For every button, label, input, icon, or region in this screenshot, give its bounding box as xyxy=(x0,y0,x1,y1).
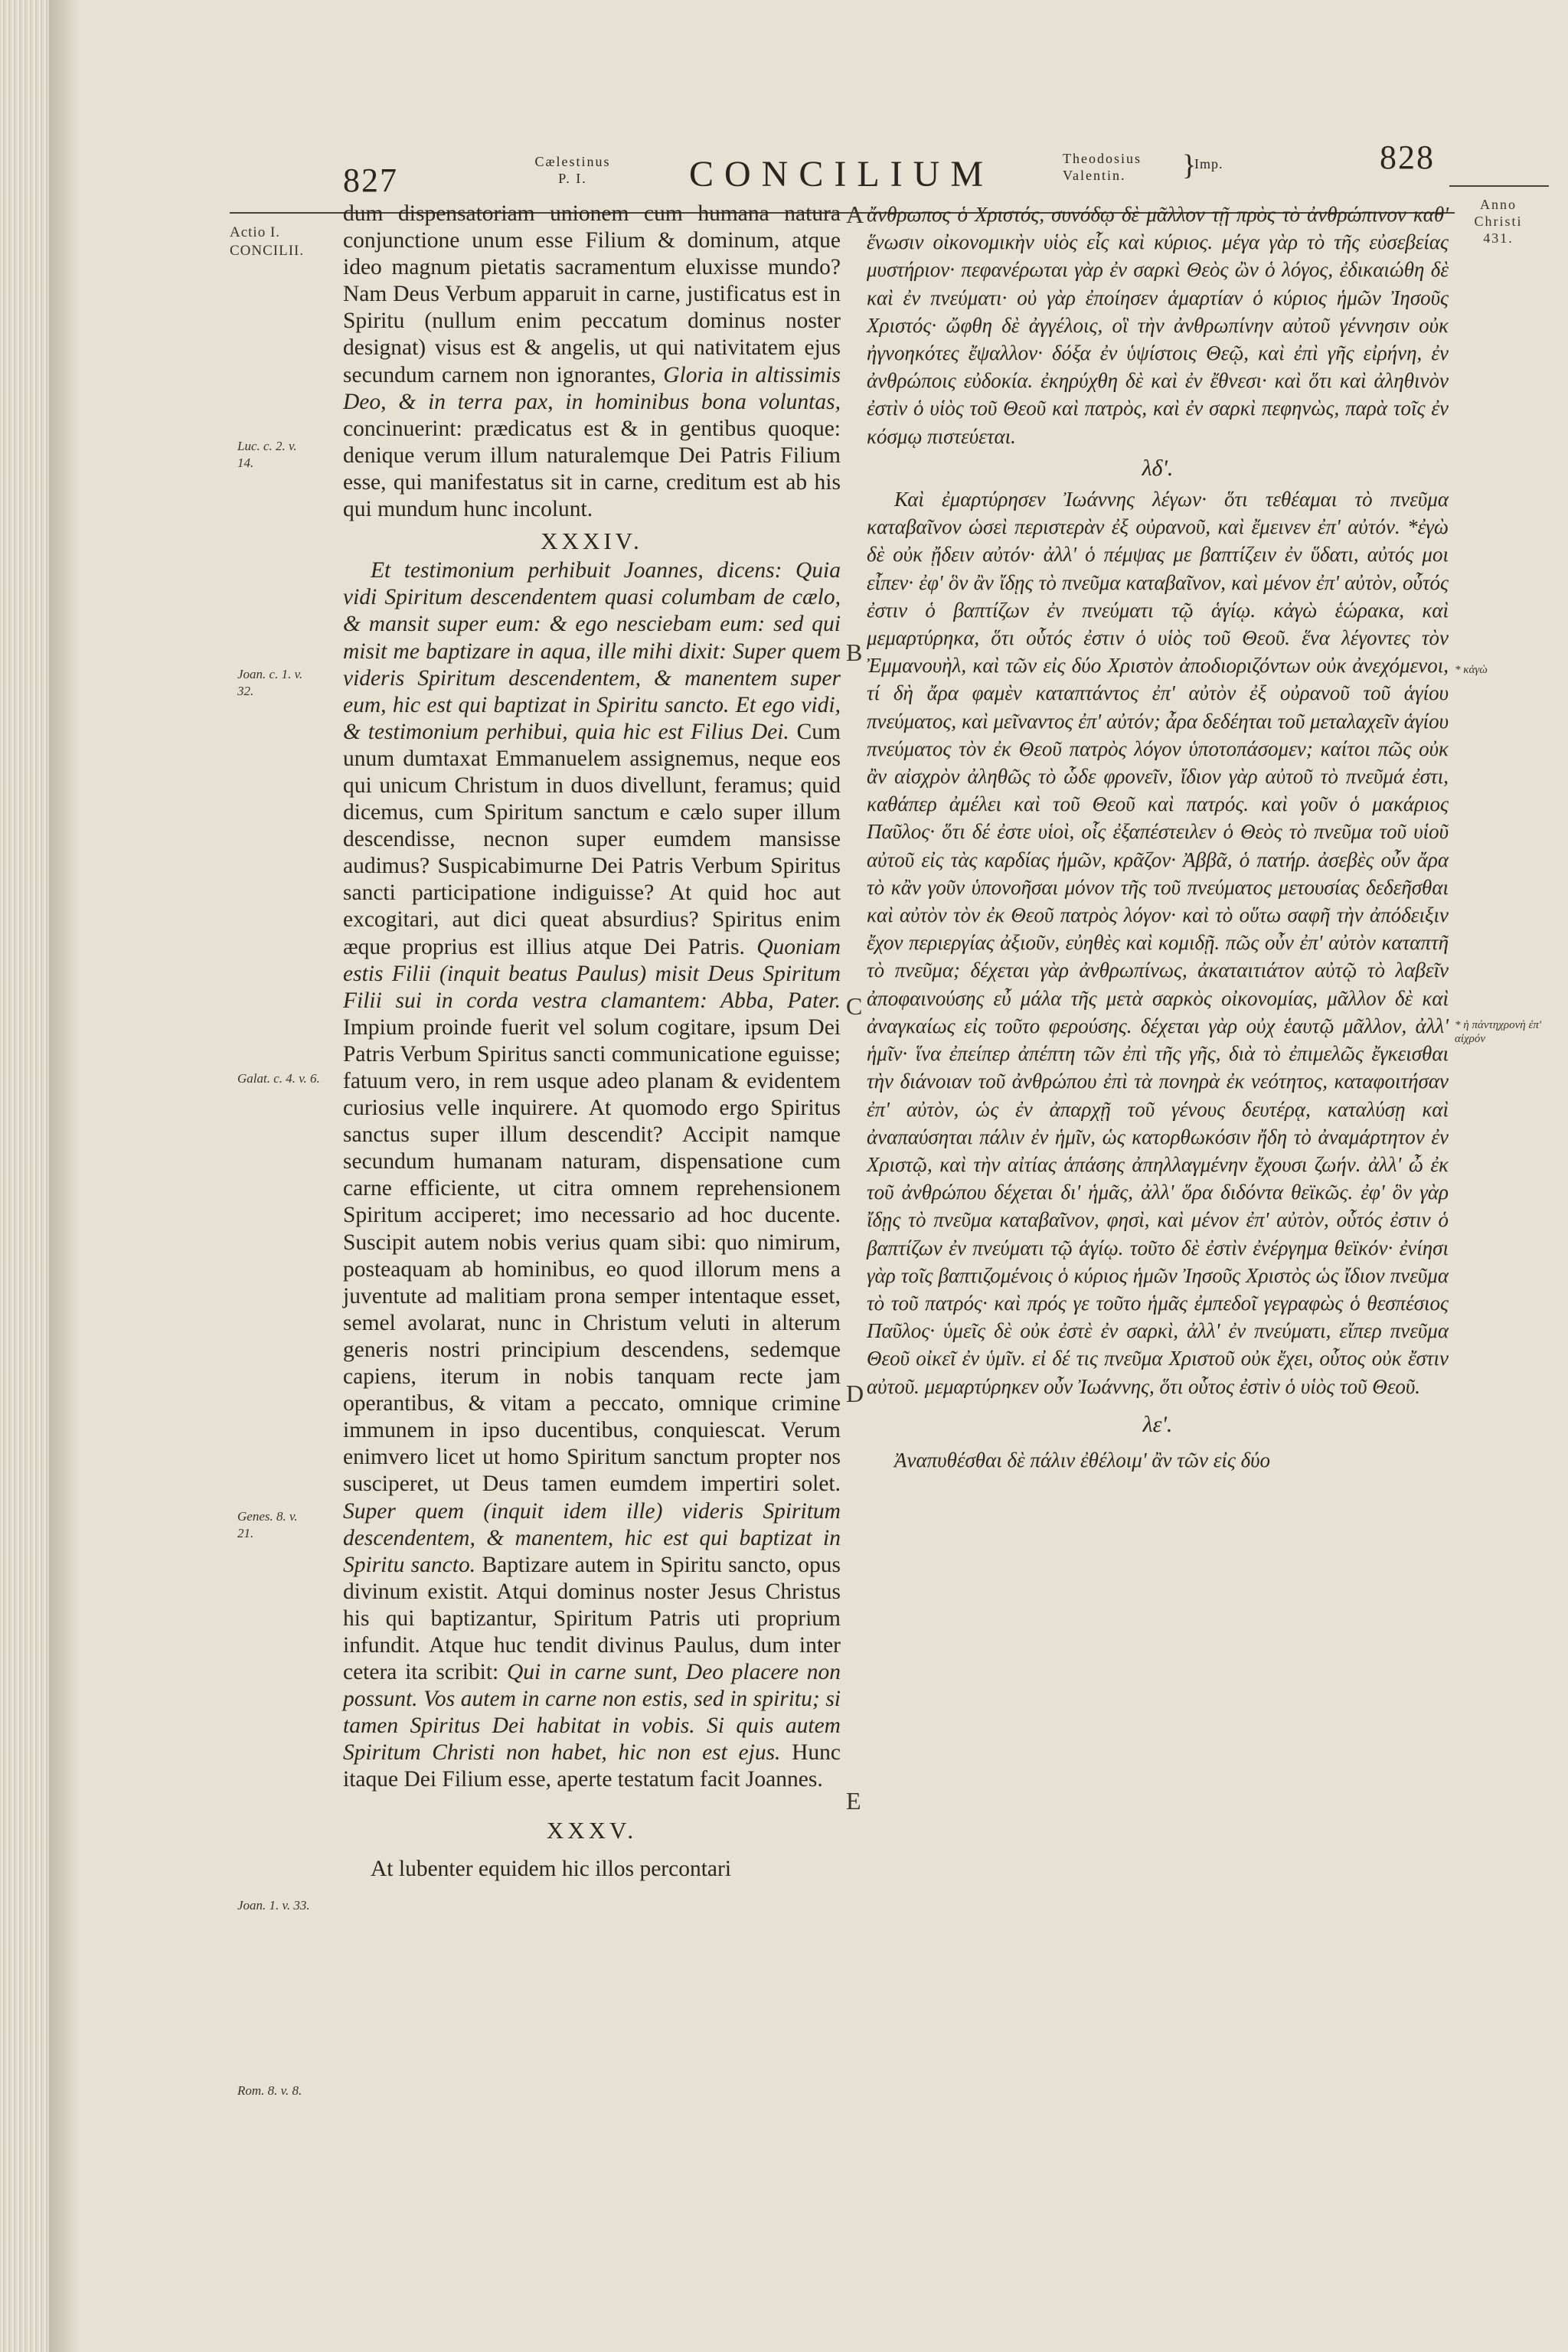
page-number-left: 827 xyxy=(343,162,398,199)
page-number-right: 828 xyxy=(1380,139,1435,176)
header-pope-name: Cælestinus xyxy=(534,154,611,169)
anno-rule xyxy=(1449,185,1549,187)
header-title: CONCILIUM xyxy=(689,154,994,194)
latin-quote: Super quem (inquit idem ille) videris Spiritum descendentem, & manentem, hic est qui baptizat in Spiritu sancto. xyxy=(343,1498,841,1577)
section-letter-d: D xyxy=(846,1380,864,1407)
margin-actio-1: Actio I. xyxy=(230,224,281,240)
latin-column xyxy=(343,201,841,1883)
margin-ref-joan2: Joan. 1. v. 33. xyxy=(237,1898,310,1913)
latin-paragraph-3: At lubenter equidem hic illos percontari xyxy=(371,1856,732,1881)
margin-actio-2: CONCILII. xyxy=(230,243,305,259)
header-emperor-1: Theodosius xyxy=(1063,151,1142,166)
margin-anno-3: 431. xyxy=(1483,230,1514,246)
gutter-shadow xyxy=(49,0,80,2352)
greek-paragraph-1: ἄνθρωπος ὁ Χριστός, συνόδῳ δὲ μᾶλλον τῇ πρὸς τὸ ἀνθρώπινον καθ' ἕνωσιν οἰκονομικὴν υἱὸς εἷς καὶ κύριος. μέγα γὰρ τὸ τῆς εὐσεβείας μυστήριον· πεφανέρωται γὰρ ἐν σαρκὶ Θεὸς ὢν ὁ λόγος, ἐδικαιώθη δὲ καὶ ἐν πνεύματι· οὐ γὰρ ἐποίησεν ἁμαρτίαν ὁ κύριος ἡμῶν Ἰησοῦς Χριστός· ὤφθη δὲ ἀγγέλοις, οἳ τὴν ἀνθρωπίνην αὐτοῦ γέννησιν οὐκ ἠγνοηκότες ἔψαλλον· δόξα ἐν ὑψίστοις Θεῷ, καὶ ἐπὶ γῆς εἰρήνη, ἐν ἀνθρώποις εὐδοκία. ἐκηρύχθη δὲ καὶ ἐν ἔθνεσι· καὶ ὅτι καὶ ἀληθινὸν ἐστὶν ὁ υἱὸς τοῦ Θεοῦ καὶ πατρὸς, καὶ ἐν σαρκὶ πεφηνὼς, παρὰ τοῖς ἐν κόσμῳ πιστεύεται. xyxy=(867,203,1449,448)
margin-ref-joan1: Joan. c. 1. v. 32. xyxy=(237,667,303,698)
margin-anno xyxy=(1449,196,1548,247)
latin-quote: Qui in carne sunt, Deo placere non possunt. Vos autem in carne non estis, sed in spiritu; si tamen Spiritus Dei habitat in vobis. Si quis autem Spiritum Christi non habet, hic non est ejus. xyxy=(343,1660,841,1766)
running-header xyxy=(0,138,1568,199)
latin-paragraph-1 xyxy=(343,201,841,523)
latin-quote: Gloria in altissimis Deo, & in terra pax, in hominibus bona voluntas, xyxy=(343,362,841,414)
latin-text: Impium proinde fuerit vel solum cogitare, ipsum Dei Patris Verbum Spiritus sancti communicatione eguisse; fatuum vero, in rem usque adeo planam & evidentem curiosius velle inquirere. At quomodo ergo Spiritus sanctus super illum descendit? Accipit namque secundum humanam naturam, dispensatione cum carne efficiente, ut citra omnem reprehensionem Spiritum acciperet; imo necessario ad hoc ducente. Suscipit autem nobis verius quam sibi: quo nimirum, posteaquam ab hominibus, eo quod illorum mens a juventute ad malitiam prona semper intentaque esset, semel avolarat, nunc in Christum veluti in alterum generis nostri principium descendens, sedemque capiens, iterum in nobis tanquam recte jam operantibus, & vitam a peccato, omnique crimine immunem in ipso ducentibus, conquiescat. Verum enimvero licet ut homo Spiritum sanctum propter nos susciperet, ut Deus tamen eumdem impertiri solet. xyxy=(343,1014,841,1497)
greek-section-heading: λδ'. xyxy=(1142,455,1174,481)
latin-section-heading: XXXIV. xyxy=(541,528,643,555)
header-imp: Imp. xyxy=(1194,156,1223,172)
section-letter-c: C xyxy=(846,992,863,1020)
greek-section-heading: λε'. xyxy=(1142,1411,1173,1437)
header-emperor-2: Valentin. xyxy=(1063,168,1126,183)
latin-text: Baptizare autem in Spiritu sancto, opus divinum existit. Atqui dominus noster Jesus Christus his qui baptizantur, Spiritum Patris uti proprium infundit. Atque huc tendit divinus Paulus, dum inter cetera ita scribit: xyxy=(343,1552,841,1685)
margin-ref-rom: Rom. 8. v. 8. xyxy=(237,2083,302,2098)
latin-text: Cum unum dumtaxat Emmanuelem assignemus, neque eos qui unicum Christum in duos divellunt, feramus; quid dicemus, cum Spiritum sanctum e cælo super illum descendisse, necnon super eumdem mansisse audimus? Suspicabimurne Dei Patris Verbum Spiritus sancti participatione indiguisse? At quid hoc aut excogitari, aut dici queat absurdius? Spiritus enim æque proprius est illius atque Dei Patris. xyxy=(343,719,841,959)
margin-actio xyxy=(230,224,304,260)
margin-anno-1: Anno xyxy=(1480,197,1517,212)
latin-text: dum dispensatoriam unionem cum humana natura conjunctione unum esse Filium & dominum, atque ideo magnum pietatis sacramentum eluxisse mundo? Nam Deus Verbum apparuit in carne, justificatus est in Spiritu (nullum enim peccatum dominus noster designat) visus est & angelis, ut qui nativitatem ejus secundum carnem non ignorantes, xyxy=(343,201,841,387)
margin-star-note-1: * κἀγὼ xyxy=(1455,664,1488,676)
margin-anno-2: Christi xyxy=(1474,214,1523,229)
section-letter-a: A xyxy=(846,201,864,228)
margin-star-note-2: * ἡ πάντηχρονὴ ἐπ' αἰχρόν xyxy=(1455,1019,1542,1045)
margin-ref-genes: Genes. 8. v. 21. xyxy=(237,1509,298,1540)
margin-ref-galat: Galat. c. 4. v. 6. xyxy=(237,1071,320,1086)
header-pope-number: P. I. xyxy=(558,171,587,186)
page-stack-edge xyxy=(0,0,49,2352)
header-pope xyxy=(496,153,649,187)
greek-paragraph-2: Καὶ ἐμαρτύρησεν Ἰωάννης λέγων· ὅτι τεθέαμαι τὸ πνεῦμα καταβαῖνον ὡσεὶ περιστερὰν ἐξ οὐρανοῦ, καὶ ἔμεινεν ἐπ' αὐτόν. *ἐγὼ δὲ οὐκ ᾔδειν αὐτόν· ἀλλ' ὁ πέμψας με βαπτίζειν ἐν ὕδατι, αὐτός μοι εἶπεν· ἐφ' ὃν ἂν ἴδῃς τὸ πνεῦμα καταβαῖνον, καὶ μένον ἐπ' αὐτὸν, οὗτός ἐστιν ὁ βαπτίζων ἐν πνεύματι τῷ ἁγίῳ. κἀγὼ ἑώρακα, καὶ μεμαρτύρηκα, ὅτι οὗτός ἐστιν ὁ υἱὸς τοῦ Θεοῦ. ἕνα λέγοντες τὸν Ἐμμανουὴλ, καὶ τῶν εἰς δύο Χριστὸν ἀποδιοριζόντων οὐκ ἀνεχόμενοι, τί δὴ ἄρα φαμὲν καταπτάντος ἐπ' αὐτὸν ἐξ οὐρανοῦ τοῦ ἁγίου πνεύματος, καὶ μεῖναντος ἐπ' αὐτόν; ἆρα δεδέηται τοῦ μεταλαχεῖν ἁγίου πνεύματος τὸν ἐκ Θεοῦ πατρὸς λόγον ὑποτοπάσομεν; καίτοι πῶς οὐκ ἂν αἰσχρὸν ἀληθῶς τὸ ὧδε φρονεῖν, ἴδιον γὰρ αὐτοῦ τὸ πνεῦμά ἐστι, καθάπερ ἀμέλει καὶ τοῦ Θεοῦ καὶ πατρός. καὶ γοῦν ὁ μακάριος Παῦλος· ὅτι δέ ἐστε υἱοὶ, οἷς ἐξαπέστειλεν ὁ Θεὸς τὸ πνεῦμα τοῦ υἱοῦ αὐτοῦ εἰς τὰς καρδίας ἡμῶν, κρᾶζον· Ἀββᾶ, ὁ πατήρ. ἀσεβὲς οὖν ἄρα τὸ κἂν γοῦν ὑπονοῆσαι μόνον τῆς τοῦ πνεύματος μετουσίας δεδεῆσθαι καὶ αὐτὸν τὸν ἐκ Θεοῦ πατρὸς λόγον· καὶ τὸ οὕτω σαφῆ τὴν ἀπόδειξιν ἔχον περιεργίας ἀξιοῦν, εὐηθὲς καὶ κομιδῇ. πῶς οὖν ἐπ' αὐτὸν καταπτῆ τὸ πνεῦμα; δέχεται γὰρ ἀνθρωπίνως, ἀκαταιτιάτον αὐτῷ τὸ λαβεῖν ἀποφαινούσης εὖ μάλα τῆς μετὰ σαρκὸς οἰκονομίας, μᾶλλον δὲ καὶ ἀναγκαίως εἰς τοῦτο φερούσης. δέχεται γὰρ οὐχ ἑαυτῷ μᾶλλον, ἀλλ' ἡμῖν· ἵνα ἐπείπερ ἀπέπτη τῶν ἐπὶ τῆς γῆς, διὰ τὸ ἐπιμελῶς ἔγκεισθαι τὴν διάνοιαν τοῦ ἀνθρώπου ἐπὶ τὰ πονηρὰ ἐκ νεότητος, καταφοιτήσαν ἐπ' αὐτὸν, ὡς ἐν ἀπαρχῇ τοῦ γένους δευτέρᾳ, καταλύσῃ καὶ ἀναπαύσηται πάλιν ἐν ἡμῖν, ὡς κατορθωκόσιν ἤδη τὸ ἀναμάρτητον ἐν Χριστῷ, καὶ τὴν αἰτίας ἁπάσης ἀπηλλαγμένην ἔχουσι ζωήν. ἀλλ' ὦ ἐκ τοῦ ἀνθρώπου δέχεται δι' ἡμᾶς, ἀλλ' ὅρα διδόντα θεϊκῶς. ἐφ' ὃν γὰρ ἴδῃς τὸ πνεῦμα καταβαῖνον, φησὶ, καὶ μένον ἐπ' αὐτὸν, οὗτός ἐστιν ὁ βαπτίζων ἐν πνεύματι τῷ ἁγίῳ. τοῦτο δὲ ἐστὶν ἐνέργημα θεϊκόν· ἐνίησι γὰρ τοῖς βαπτιζομένοις ὁ κύριος ἡμῶν Ἰησοῦς Χριστὸς ὡς ἴδιον πνεῦμα τὸ τοῦ πατρός· καὶ πρός γε τοῦτο ἡμᾶς ἐμπεδοῖ γεγραφὼς ὁ θεσπέσιος Παῦλος· ὑμεῖς δὲ οὐκ ἐστὲ ἐν σαρκὶ, ἀλλ' ἐν πνεύματι, εἴπερ πνεῦμα Θεοῦ οἰκεῖ ἐν ὑμῖν. εἰ δέ τις πνεῦμα Χριστοῦ οὐκ ἔχει, οὗτος οὐκ ἔστιν αὐτοῦ. μεμαρτύρηκεν οὖν Ἰωάννης, ὅτι οὗτος ἐστὶν ὁ υἱὸς τοῦ Θεοῦ. xyxy=(867,488,1449,1398)
margin-ref-luc: Luc. c. 2. v. 14. xyxy=(237,439,297,470)
latin-quote: Quoniam estis Filii (inquit beatus Paulus) misit Deus Spiritum Filii sui in corda vestra clamantem: Abba, Pater. xyxy=(343,934,841,1013)
greek-paragraph-3: Ἀναπυθέσθαι δὲ πάλιν ἐθέλοιμ' ἂν τῶν εἰς δύο xyxy=(894,1448,1271,1472)
greek-column xyxy=(867,201,1449,1474)
latin-text: concinuerint: prædicatus est & in gentibus quoque: denique verum illum naturalemque Dei Patris Filium esse, qui manifestatus sit in carne, creditum est ab his qui mundum hunc incolunt. xyxy=(343,416,841,522)
section-letter-b: B xyxy=(846,639,863,666)
brace-glyph: } xyxy=(1182,149,1197,181)
header-emperors xyxy=(1063,150,1185,184)
latin-paragraph-2 xyxy=(343,557,841,1793)
section-letter-e: E xyxy=(846,1787,861,1815)
latin-text: Hunc itaque Dei Filium esse, aperte testatum facit Joannes. xyxy=(343,1740,841,1792)
latin-quote: Et testimonium perhibuit Joannes, dicens: Quia vidi Spiritum descendentem quasi columbam de cælo, & mansit super eum: & ego nesciebam eum: sed qui misit me baptizare in aqua, ille mihi dixit: Super quem videris Spiritum descendentem, & manentem super eum, hic est qui baptizat in Spiritu sancto. Et ego vidi, & testimonium perhibui, quia hic est Filius Dei. xyxy=(343,558,841,744)
latin-section-heading: XXXV. xyxy=(546,1816,638,1844)
